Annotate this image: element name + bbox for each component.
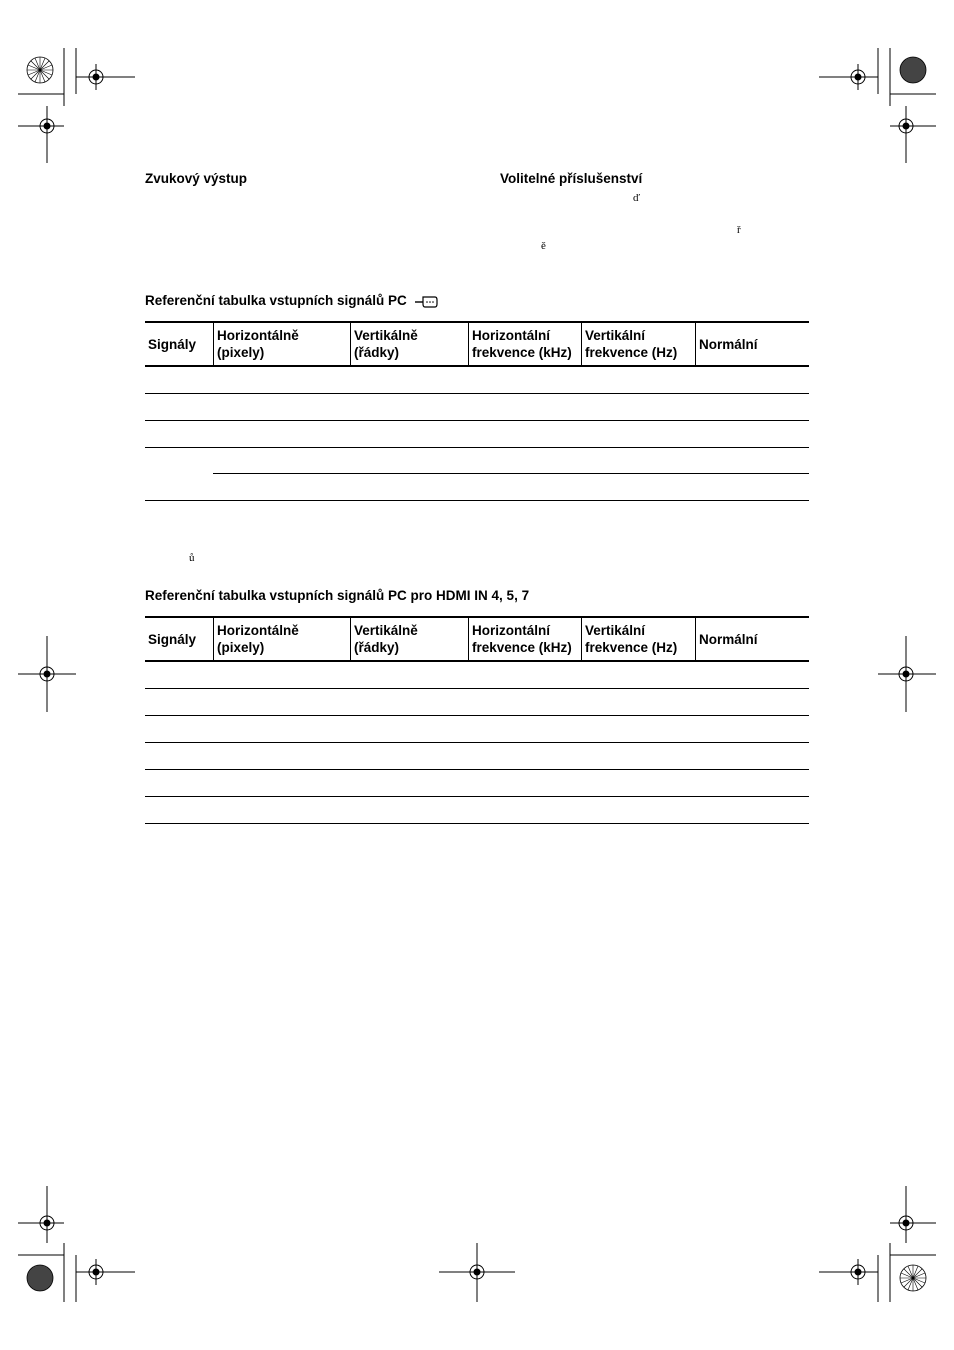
- col-header: Signály: [148, 631, 197, 647]
- stray-glyph: ě: [541, 240, 546, 252]
- col-header: Vertikálně (řádky): [354, 623, 418, 655]
- col-header: Horizontální frekvence (kHz): [472, 328, 572, 360]
- optional-accessories-heading: Volitelné příslušenství: [500, 171, 643, 186]
- table2-title: Referenční tabulka vstupních signálů PC pro HDMI IN 4, 5, 7: [145, 588, 530, 603]
- audio-output-heading: Zvukový výstup: [145, 171, 248, 186]
- col-header: Horizontálně (pixely): [217, 328, 299, 360]
- col-header: Normální: [699, 336, 758, 352]
- col-header: Normální: [699, 631, 758, 647]
- col-header: Vertikální frekvence (Hz): [585, 328, 678, 360]
- color-target-icon: [27, 57, 53, 83]
- stray-glyph: ď: [633, 192, 641, 204]
- col-header: Signály: [148, 336, 197, 352]
- table1-title-text: Referenční tabulka vstupních signálů PC: [145, 293, 407, 308]
- col-header: Vertikální frekvence (Hz): [585, 623, 678, 655]
- stray-glyph: ů: [189, 552, 195, 564]
- col-header: Vertikálně (řádky): [354, 328, 418, 360]
- stray-glyph: ř: [737, 224, 741, 236]
- col-header: Horizontálně (pixely): [217, 623, 299, 655]
- col-header: Horizontální frekvence (kHz): [472, 623, 572, 655]
